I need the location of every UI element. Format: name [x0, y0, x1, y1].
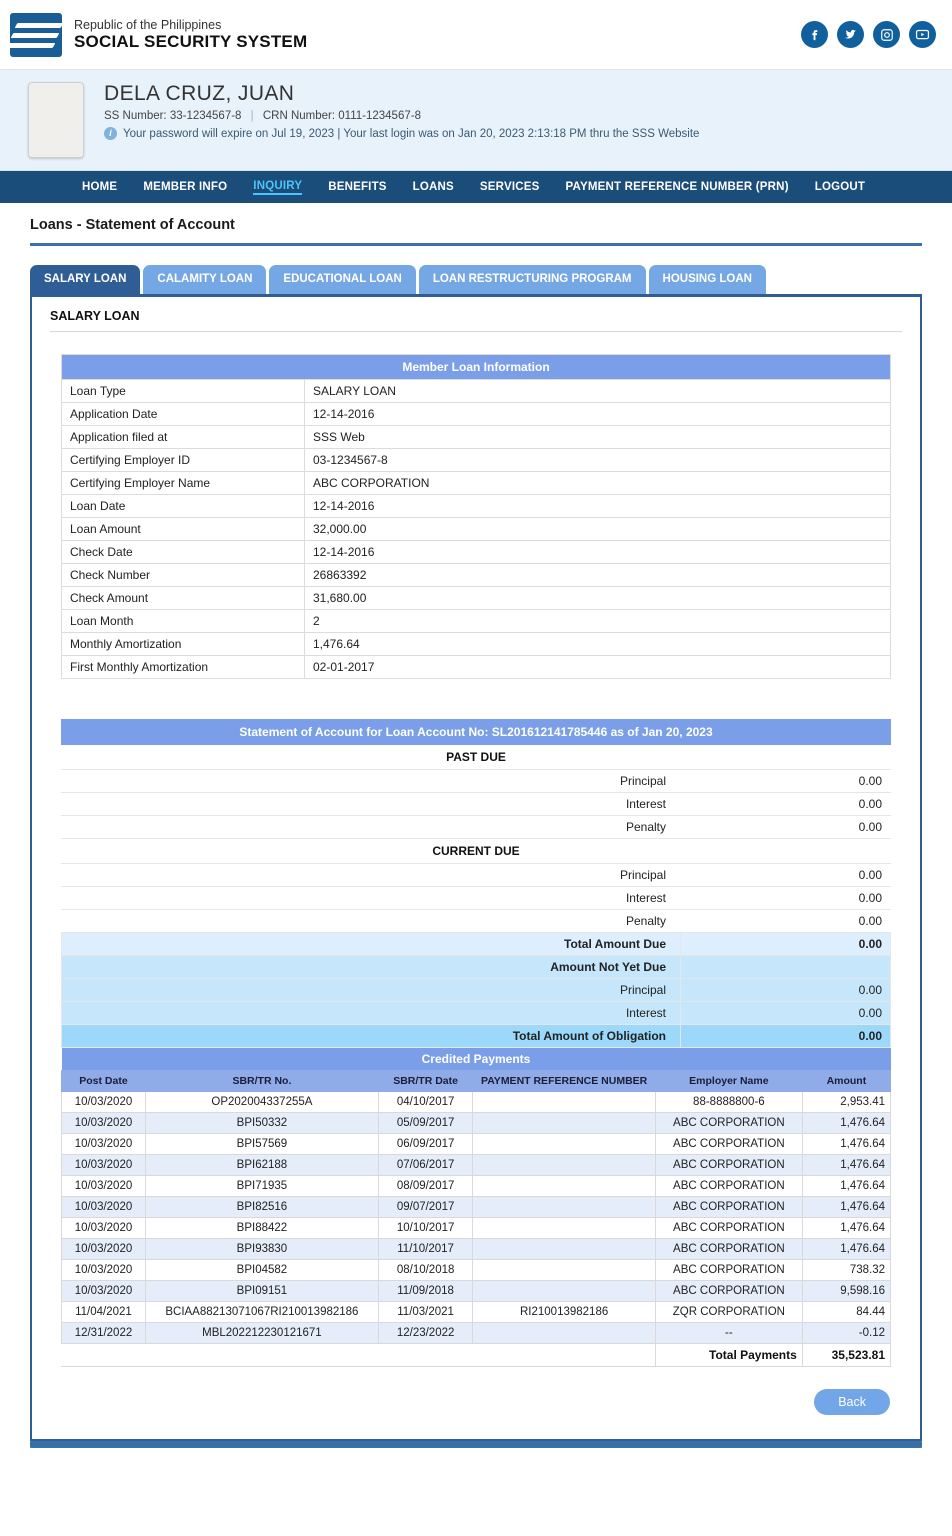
cell-sbr-no: BPI82516: [145, 1197, 378, 1218]
row-key: Check Number: [62, 564, 305, 587]
row-key: Application Date: [62, 403, 305, 426]
cell-sbr-no: BPI09151: [145, 1281, 378, 1302]
cell-post-date: 10/03/2020: [62, 1113, 146, 1134]
youtube-icon[interactable]: [909, 21, 936, 48]
table-row: [62, 610, 891, 633]
bottom-divider: [30, 1441, 922, 1448]
member-details: [104, 82, 699, 140]
row-value: 26863392: [305, 564, 891, 587]
table-row: [62, 426, 891, 449]
cell-post-date: 10/03/2020: [62, 1281, 146, 1302]
cell-employer: ABC CORPORATION: [655, 1113, 802, 1134]
cell-prn: [473, 1218, 656, 1239]
cell-amount: 84.44: [802, 1302, 890, 1323]
table-row: [62, 633, 891, 656]
table-row: [62, 403, 891, 426]
member-loan-information-table: [61, 354, 891, 679]
nav-item-logout[interactable]: LOGOUT: [814, 181, 866, 193]
row-value: 12-14-2016: [305, 495, 891, 518]
member-info-band: [0, 70, 952, 171]
cell-sbr-date: 12/23/2022: [378, 1323, 472, 1344]
column-header-sbr-date: SBR/TR Date: [378, 1071, 472, 1092]
cell-post-date: 10/03/2020: [62, 1218, 146, 1239]
row-value: 0.00: [681, 793, 891, 816]
cell-post-date: 10/03/2020: [62, 1155, 146, 1176]
nav-item-inquiry[interactable]: INQUIRY: [253, 180, 302, 195]
page-content: [0, 203, 952, 1441]
row-label: Total Amount of Obligation: [62, 1025, 681, 1048]
row-key: Certifying Employer Name: [62, 472, 305, 495]
table-row: [62, 541, 891, 564]
table-row: [62, 979, 891, 1002]
cell-amount: 1,476.64: [802, 1176, 890, 1197]
nav-item-prn[interactable]: PAYMENT REFERENCE NUMBER (PRN): [565, 181, 789, 193]
cell-prn: [473, 1281, 656, 1302]
table-row: [62, 1218, 891, 1239]
cell-sbr-date: 10/10/2017: [378, 1218, 472, 1239]
cell-amount: 2,953.41: [802, 1092, 890, 1113]
row-value: 32,000.00: [305, 518, 891, 541]
row-key: Check Date: [62, 541, 305, 564]
row-key: First Monthly Amortization: [62, 656, 305, 679]
credited-payments-banner-row: [62, 1048, 891, 1071]
cell-amount: 1,476.64: [802, 1113, 890, 1134]
cell-post-date: 11/04/2021: [62, 1302, 146, 1323]
cell-post-date: 12/31/2022: [62, 1323, 146, 1344]
row-key: Loan Date: [62, 495, 305, 518]
column-header-sbr-no: SBR/TR No.: [145, 1071, 378, 1092]
tab-calamity-loan[interactable]: CALAMITY LOAN: [143, 265, 266, 295]
table-row: [62, 1113, 891, 1134]
soa-body: [62, 720, 891, 1048]
total-obligation-row: [62, 1025, 891, 1048]
row-value: 1,476.64: [305, 633, 891, 656]
cell-sbr-date: 05/09/2017: [378, 1113, 472, 1134]
cell-post-date: 10/03/2020: [62, 1260, 146, 1281]
credited-payments-banner: Credited Payments: [62, 1048, 891, 1071]
table-row: [62, 1302, 891, 1323]
row-label: Penalty: [62, 816, 681, 839]
row-value: 0.00: [681, 1025, 891, 1048]
table-row: [62, 816, 891, 839]
row-key: Certifying Employer ID: [62, 449, 305, 472]
table-row: [62, 656, 891, 679]
row-value: SSS Web: [305, 426, 891, 449]
column-header-amount: Amount: [802, 1071, 890, 1092]
table-row: [62, 910, 891, 933]
row-label: Principal: [62, 864, 681, 887]
cell-sbr-date: 11/03/2021: [378, 1302, 472, 1323]
cell-sbr-no: BPI04582: [145, 1260, 378, 1281]
member-notice: [104, 127, 699, 140]
table-row: [62, 1176, 891, 1197]
column-header-post-date: Post Date: [62, 1071, 146, 1092]
row-label: Penalty: [62, 910, 681, 933]
table-row: [62, 472, 891, 495]
table-row: [62, 495, 891, 518]
cell-prn: [473, 1260, 656, 1281]
cell-prn: [473, 1239, 656, 1260]
nav-item-home[interactable]: HOME: [82, 181, 118, 193]
nav-item-services[interactable]: SERVICES: [479, 181, 540, 193]
cell-sbr-date: 08/10/2018: [378, 1260, 472, 1281]
cell-sbr-no: BPI62188: [145, 1155, 378, 1176]
loan-info-body: [62, 355, 891, 679]
row-value: SALARY LOAN: [305, 380, 891, 403]
twitter-icon[interactable]: [837, 21, 864, 48]
cell-prn: [473, 1197, 656, 1218]
nav-item-loans[interactable]: LOANS: [412, 181, 454, 193]
cell-sbr-date: 11/09/2018: [378, 1281, 472, 1302]
table-row: [62, 1197, 891, 1218]
cell-sbr-no: BPI50332: [145, 1113, 378, 1134]
table-row: [62, 449, 891, 472]
row-label: Interest: [62, 1002, 681, 1025]
row-label: Principal: [62, 979, 681, 1002]
past-due-section-row: [62, 745, 891, 770]
row-value: 02-01-2017: [305, 656, 891, 679]
row-label: Total Amount Due: [62, 933, 681, 956]
statement-of-account-table: [61, 719, 891, 1048]
row-value: 0.00: [681, 887, 891, 910]
total-payments-value: 35,523.81: [802, 1344, 890, 1367]
row-key: Check Amount: [62, 587, 305, 610]
sss-logo-icon: [10, 13, 62, 57]
table-row: [62, 518, 891, 541]
loan-info-header-row: [62, 355, 891, 380]
credited-payments-table: [61, 1048, 891, 1367]
row-value: 31,680.00: [305, 587, 891, 610]
credited-payments-body: [62, 1048, 891, 1367]
cell-prn: [473, 1113, 656, 1134]
cell-employer: 88-8888800-6: [655, 1092, 802, 1113]
cell-amount: 9,598.16: [802, 1281, 890, 1302]
column-header-employer: Employer Name: [655, 1071, 802, 1092]
cell-amount: 1,476.64: [802, 1239, 890, 1260]
tab-salary-loan[interactable]: SALARY LOAN: [30, 265, 140, 295]
cell-sbr-date: 09/07/2017: [378, 1197, 472, 1218]
row-value: 0.00: [681, 979, 891, 1002]
cell-prn: [473, 1176, 656, 1197]
cell-amount: 1,476.64: [802, 1134, 890, 1155]
cell-prn: [473, 1092, 656, 1113]
title-divider: [30, 243, 922, 246]
row-value: 0.00: [681, 770, 891, 793]
back-button[interactable]: Back: [814, 1389, 890, 1415]
brand-header: [0, 0, 952, 70]
row-key: Loan Month: [62, 610, 305, 633]
nav-item-benefits[interactable]: BENEFITS: [328, 181, 387, 193]
cell-employer: ABC CORPORATION: [655, 1239, 802, 1260]
cell-sbr-date: 04/10/2017: [378, 1092, 472, 1113]
table-row: [62, 1281, 891, 1302]
brand-line-1: Republic of the Philippines: [74, 17, 222, 32]
cell-amount: -0.12: [802, 1323, 890, 1344]
table-row: [62, 864, 891, 887]
row-label: Interest: [62, 793, 681, 816]
loan-type-tabs: [30, 260, 922, 294]
table-row: [62, 1002, 891, 1025]
brand-text: [74, 18, 307, 52]
cell-amount: 738.32: [802, 1260, 890, 1281]
nav-item-member-info[interactable]: MEMBER INFO: [143, 181, 228, 193]
crn-number: CRN Number: 0111-1234567-8: [262, 110, 421, 122]
loan-info-header: Member Loan Information: [62, 355, 891, 380]
cell-sbr-no: BPI93830: [145, 1239, 378, 1260]
total-amount-due-row: [62, 933, 891, 956]
credited-payments-header-row: [62, 1071, 891, 1092]
row-value: 0.00: [681, 933, 891, 956]
row-value: 0.00: [681, 864, 891, 887]
row-value: 12-14-2016: [305, 403, 891, 426]
number-separator: |: [250, 110, 254, 122]
cell-prn: RI210013982186: [473, 1302, 656, 1323]
cell-prn: [473, 1134, 656, 1155]
cell-post-date: 10/03/2020: [62, 1239, 146, 1260]
cell-post-date: 10/03/2020: [62, 1197, 146, 1218]
social-links: [801, 21, 936, 48]
current-due-section-row: [62, 839, 891, 864]
table-row: [62, 887, 891, 910]
row-key: Loan Type: [62, 380, 305, 403]
cell-employer: ABC CORPORATION: [655, 1134, 802, 1155]
table-row: [62, 380, 891, 403]
main-navigation: [0, 171, 952, 203]
action-row: [50, 1367, 902, 1421]
row-value: [681, 956, 891, 979]
cell-sbr-no: MBL202212230121671: [145, 1323, 378, 1344]
row-label: Principal: [62, 770, 681, 793]
cell-employer: ABC CORPORATION: [655, 1260, 802, 1281]
row-key: Monthly Amortization: [62, 633, 305, 656]
current-due-label: CURRENT DUE: [62, 839, 891, 864]
cell-sbr-no: BPI88422: [145, 1218, 378, 1239]
notice-text: Your password will expire on Jul 19, 2023 | Your last login was on Jan 20, 2023 2:13:18 PM thru the SSS Website: [123, 127, 700, 140]
row-value: ABC CORPORATION: [305, 472, 891, 495]
cell-employer: ZQR CORPORATION: [655, 1302, 802, 1323]
member-name: DELA CRUZ, JUAN: [104, 82, 295, 105]
row-value: 0.00: [681, 1002, 891, 1025]
row-key: Application filed at: [62, 426, 305, 449]
info-icon: i: [104, 127, 117, 140]
cell-sbr-no: BPI57569: [145, 1134, 378, 1155]
row-value: 03-1234567-8: [305, 449, 891, 472]
table-row: [62, 564, 891, 587]
row-value: 0.00: [681, 816, 891, 839]
cell-amount: 1,476.64: [802, 1155, 890, 1176]
soa-header: Statement of Account for Loan Account No: SL201612141785446 as of Jan 20, 2023: [62, 720, 891, 745]
row-label: Amount Not Yet Due: [62, 956, 681, 979]
salary-loan-panel: [30, 294, 922, 1441]
cell-sbr-no: BCIAA88213071067RI210013982186: [145, 1302, 378, 1323]
avatar: [28, 82, 84, 158]
facebook-icon[interactable]: [801, 21, 828, 48]
table-row: [62, 587, 891, 610]
cell-sbr-date: 08/09/2017: [378, 1176, 472, 1197]
table-row: [62, 1239, 891, 1260]
cell-sbr-date: 06/09/2017: [378, 1134, 472, 1155]
tab-educational-loan[interactable]: EDUCATIONAL LOAN: [269, 265, 415, 295]
cell-employer: ABC CORPORATION: [655, 1197, 802, 1218]
brand-line-2: SOCIAL SECURITY SYSTEM: [74, 31, 308, 51]
total-spacer: [62, 1344, 656, 1367]
member-numbers: [104, 110, 699, 122]
tab-housing-loan[interactable]: HOUSING LOAN: [649, 265, 766, 295]
cell-amount: 1,476.64: [802, 1197, 890, 1218]
cell-employer: ABC CORPORATION: [655, 1176, 802, 1197]
row-key: Loan Amount: [62, 518, 305, 541]
table-row: [62, 770, 891, 793]
table-row: [62, 1092, 891, 1113]
row-label: Interest: [62, 887, 681, 910]
tab-loan-restructuring-program[interactable]: LOAN RESTRUCTURING PROGRAM: [419, 265, 646, 295]
cell-employer: ABC CORPORATION: [655, 1218, 802, 1239]
cell-sbr-date: 07/06/2017: [378, 1155, 472, 1176]
cell-employer: ABC CORPORATION: [655, 1281, 802, 1302]
panel-divider: [50, 331, 902, 332]
table-row: [62, 1323, 891, 1344]
soa-header-row: [62, 720, 891, 745]
total-payments-label: Total Payments: [655, 1344, 802, 1367]
page-title: Loans - Statement of Account: [30, 217, 235, 233]
cell-employer: ABC CORPORATION: [655, 1155, 802, 1176]
amount-not-yet-due-row: [62, 956, 891, 979]
column-header-prn: PAYMENT REFERENCE NUMBER: [473, 1071, 656, 1092]
table-row: [62, 1155, 891, 1176]
cell-employer: --: [655, 1323, 802, 1344]
cell-post-date: 10/03/2020: [62, 1134, 146, 1155]
cell-post-date: 10/03/2020: [62, 1176, 146, 1197]
cell-sbr-date: 11/10/2017: [378, 1239, 472, 1260]
cell-sbr-no: BPI71935: [145, 1176, 378, 1197]
instagram-icon[interactable]: [873, 21, 900, 48]
row-value: 2: [305, 610, 891, 633]
table-row: [62, 793, 891, 816]
cell-prn: [473, 1323, 656, 1344]
cell-sbr-no: OP202004337255A: [145, 1092, 378, 1113]
table-row: [62, 1260, 891, 1281]
total-payments-row: [62, 1344, 891, 1367]
cell-post-date: 10/03/2020: [62, 1092, 146, 1113]
ss-number: SS Number: 33-1234567-8: [104, 110, 242, 122]
row-value: 0.00: [681, 910, 891, 933]
past-due-label: PAST DUE: [62, 745, 891, 770]
cell-amount: 1,476.64: [802, 1218, 890, 1239]
table-row: [62, 1134, 891, 1155]
cell-prn: [473, 1155, 656, 1176]
panel-title: SALARY LOAN: [50, 309, 140, 323]
row-value: 12-14-2016: [305, 541, 891, 564]
